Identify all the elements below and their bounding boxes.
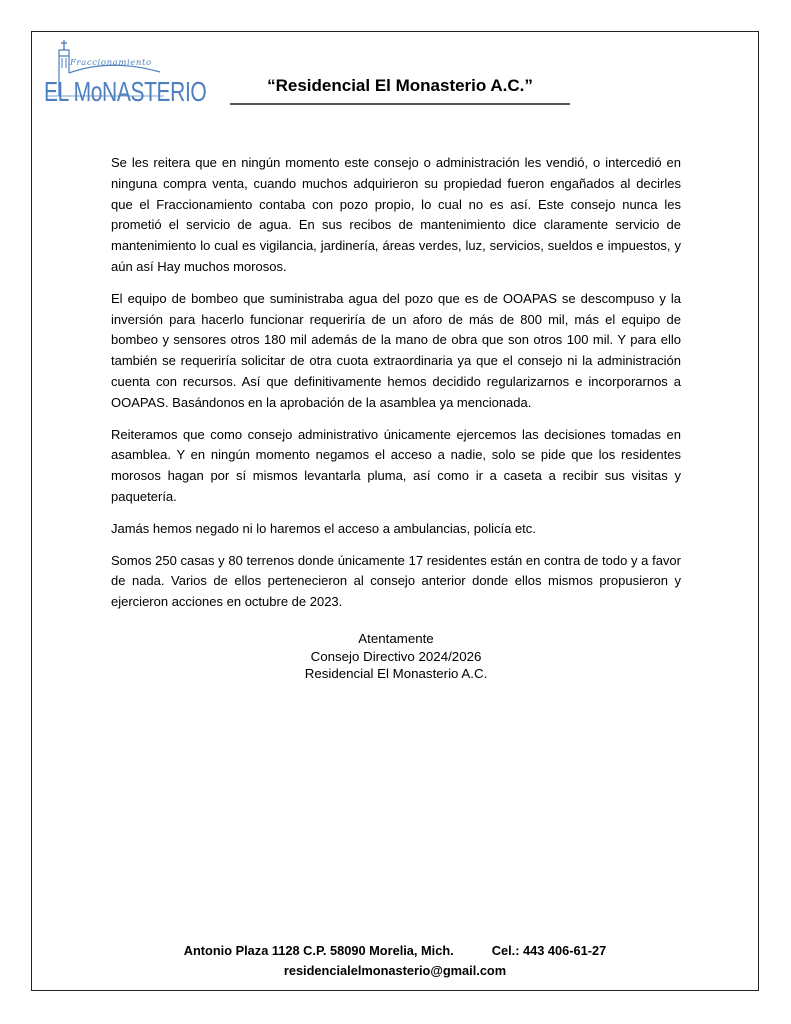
logo-subtitle: Fraccionamiento — [70, 58, 152, 68]
signature-block — [250, 630, 542, 683]
letter-body — [111, 153, 681, 624]
footer — [140, 941, 650, 981]
closing-organization: Residencial El Monasterio A.C. — [304, 666, 488, 681]
footer-phone: Cel.: 443 406-61-27 — [491, 943, 607, 958]
logo — [40, 38, 207, 108]
closing-salutation: Atentamente — [358, 631, 434, 646]
logo-name: EL MoNASTERIO — [44, 76, 207, 107]
paragraph-2: El equipo de bombeo que suministraba agua del pozo que es de OOAPAS se descompuso y la inversión para hacerlo funcionar requeriría de un aforo de más de 800 mil, más el equipo de bombeo y sensores otros 180 mil además de la mano de obra que son otros 100 mil. Y para ello también se requeriría solicitar de otra cuota extraordinaria ya que el consejo ni la administración cuenta con recursos. Así que definitivamente hemos decidido regularizarnos e incorporarnos a OOAPAS. Basándonos en la aprobación de la asamblea ya mencionada. — [111, 290, 681, 410]
closing-council: Consejo Directivo 2024/2026 — [310, 648, 482, 664]
footer-address: Antonio Plaza 1128 C.P. 58090 Morelia, Mich. — [183, 943, 454, 958]
paragraph-4: Jamás hemos negado ni lo haremos el acceso a ambulancias, policía etc. — [111, 520, 536, 536]
footer-email: residencialelmonasterio@gmail.com — [283, 963, 507, 978]
title-underline — [230, 103, 570, 105]
paragraph-5: Somos 250 casas y 80 terrenos donde únicamente 17 residentes están en contra de todo y a favor de nada. Varios de ellos pertenecieron al consejo anterior donde ellos mismos propusieron y ejercieron acciones en octubre de 2023. — [111, 552, 681, 610]
page-title: “Residencial El Monasterio A.C.” — [267, 76, 533, 95]
paragraph-3: Reiteramos que como consejo administrativo únicamente ejercemos las decisiones tomadas en asamblea. Y en ningún momento negamos el acceso a nadie, solo se pide que los residentes morosos hagan por sí mismos levantarla pluma, así como ir a caseta a recibir sus visitas y paquetería. — [111, 426, 681, 504]
paragraph-1: Se les reitera que en ningún momento este consejo o administración les vendió, o intercedió en ninguna compra venta, cuando muchos adquirieron su propiedad fueron engañados al decirles que el Fraccionamiento contaba con pozo propio, lo cual no es así. Este consejo nunca les prometió el servicio de agua. En sus recibos de mantenimiento dice claramente servicio de mantenimiento lo cual es vigilancia, jardinería, áreas verdes, luz, servicios, sueldos e impuestos, y aún así Hay muchos morosos. — [111, 155, 681, 274]
